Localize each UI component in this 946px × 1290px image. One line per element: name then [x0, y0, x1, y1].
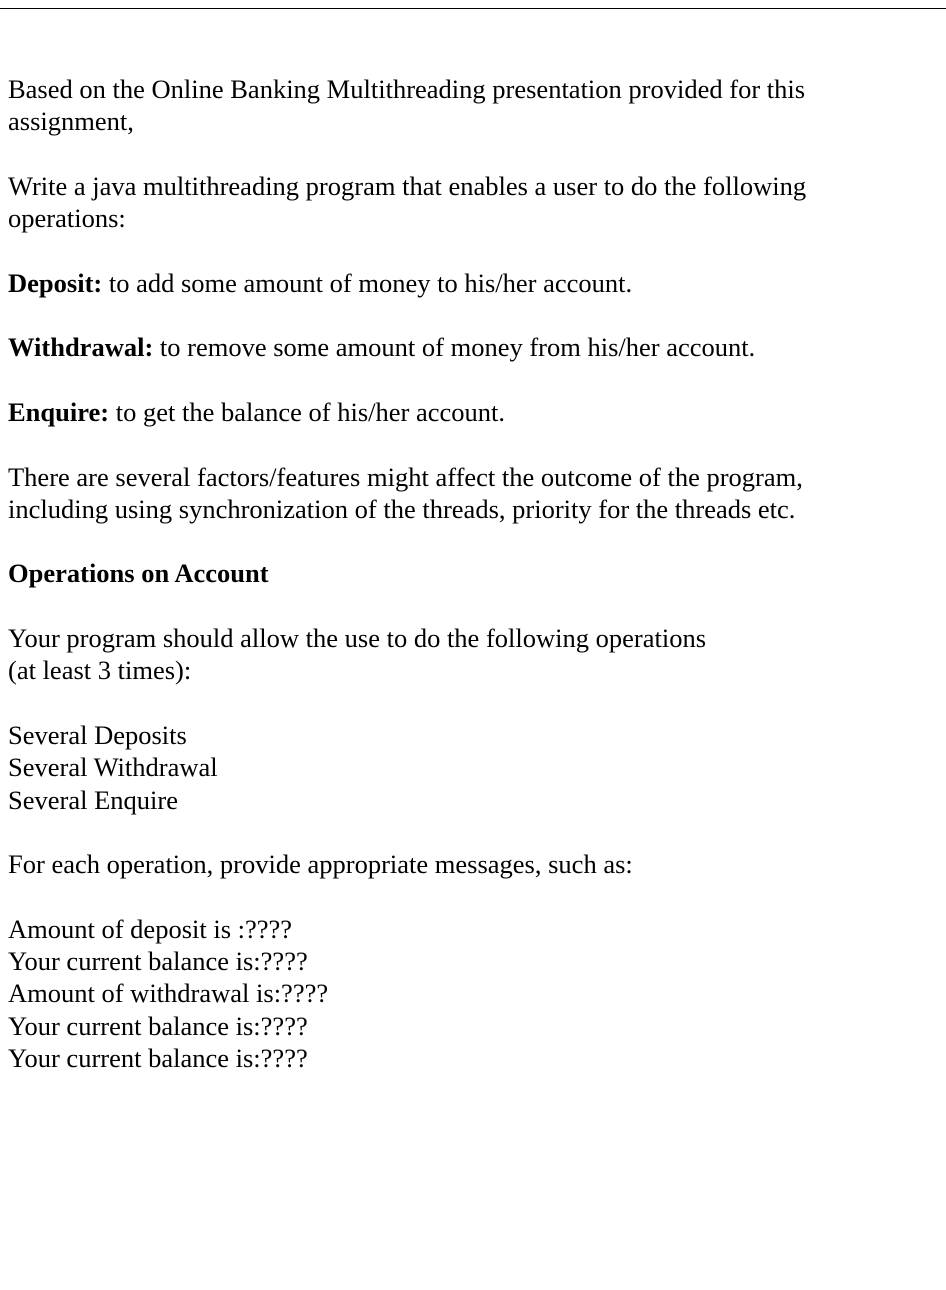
section-heading: [8, 557, 928, 589]
intro-paragraph: [8, 73, 928, 138]
operation-deposit: [8, 267, 928, 299]
operation-term: Enquire:: [8, 396, 110, 427]
sample-message: Your current balance is:????: [8, 946, 308, 977]
operation-withdrawal: [8, 331, 928, 363]
sample-message: Your current balance is:????: [8, 1042, 308, 1073]
intro-line: Based on the Online Banking Multithreading presentation provided for this: [8, 74, 806, 104]
top-divider: [0, 8, 946, 9]
task-line: Write a java multithreading program that enables a user to do the following: [8, 170, 807, 201]
assignment-document: [8, 73, 928, 1074]
messages-intro: For each operation, provide appropriate messages, such as:: [8, 849, 633, 880]
factors-line: There are several factors/features might affect the outcome of the program,: [8, 461, 803, 492]
list-item: Several Withdrawal: [8, 752, 218, 783]
operation-term: Withdrawal:: [8, 332, 154, 363]
operation-enquire: [8, 396, 928, 428]
task-line: operations:: [8, 203, 126, 234]
factors-paragraph: [8, 461, 928, 526]
task-paragraph: [8, 170, 928, 235]
sample-message: Amount of deposit is :????: [8, 913, 293, 944]
section-heading-text: Operations on Account: [8, 558, 269, 589]
operation-description: to remove some amount of money from his/her account.: [153, 332, 756, 363]
requirement-line: (at least 3 times):: [8, 655, 192, 686]
sample-messages: [8, 913, 928, 1074]
sample-message: Your current balance is:????: [8, 1010, 308, 1041]
operation-description: to get the balance of his/her account.: [109, 396, 505, 427]
requirement-line: Your program should allow the use to do the following operations: [8, 623, 707, 654]
operation-description: to add some amount of money to his/her account.: [102, 267, 633, 298]
list-item: Several Enquire: [8, 784, 178, 815]
sample-message: Amount of withdrawal is:????: [8, 978, 329, 1009]
required-operations-list: [8, 719, 928, 816]
intro-line: assignment,: [8, 106, 134, 137]
requirement-paragraph: [8, 622, 928, 687]
list-item: Several Deposits: [8, 719, 187, 750]
factors-line: including using synchronization of the threads, priority for the threads etc.: [8, 493, 796, 524]
operation-term: Deposit:: [8, 267, 103, 298]
